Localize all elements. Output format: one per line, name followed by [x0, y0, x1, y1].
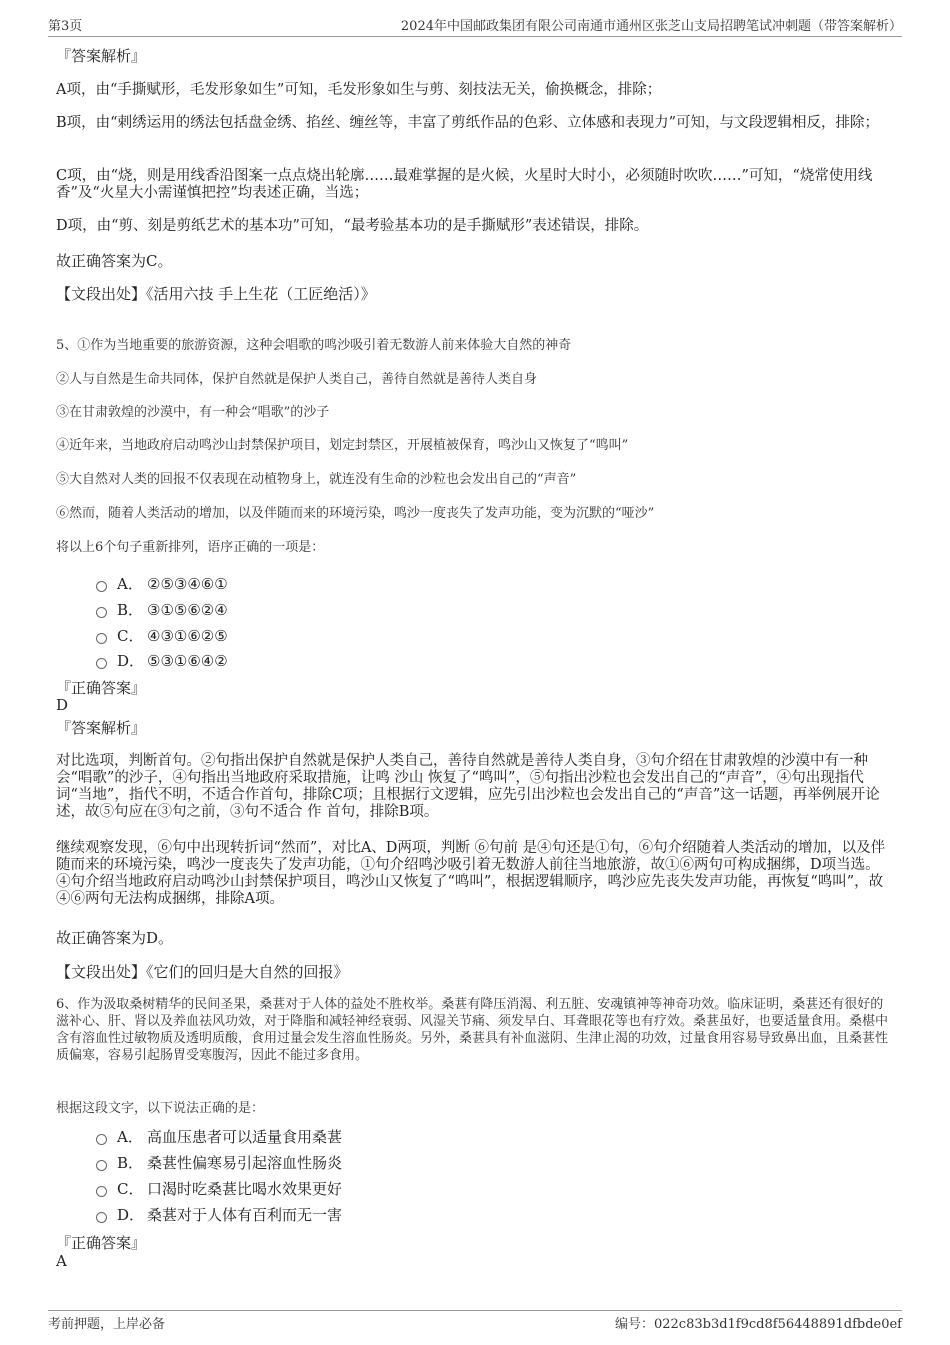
q5-option-b[interactable]: B． ③①⑤⑥②④: [96, 601, 228, 619]
q6-option-b[interactable]: B． 桑葚性偏寒易引起溶血性肠炎: [96, 1154, 342, 1172]
page-header: [48, 14, 902, 37]
q5-sentence-1: 5、①作为当地重要的旅游资源，这种会唱歌的鸣沙吸引着无数游人前来体验大自然的神奇: [56, 338, 572, 353]
q5-analysis-label: 『答案解析』: [56, 719, 147, 737]
q5-option-a[interactable]: A． ②⑤③④⑥①: [96, 575, 228, 593]
q5-option-c[interactable]: C． ④③①⑥②⑤: [96, 627, 228, 645]
q5-sentence-4: ④近年来，当地政府启动鸣沙山封禁保护项目，划定封禁区，开展植被保育，鸣沙山又恢复了“鸣叫”: [56, 438, 629, 453]
radio-icon[interactable]: [96, 581, 107, 592]
q5-conclusion: 故正确答案为D。: [56, 929, 174, 947]
document-title: 2024年中国邮政集团有限公司南通市通州区张芝山支局招聘笔试冲刺题（带答案解析）: [400, 19, 902, 34]
q5-analysis-para-1: 对比选项，判断首句。②句指出保护自然就是保护人类自己，善待自然就是善待人类自身，③句介绍在甘肃敦煌的沙漠中有一种会“唱歌”的沙子，④句指出当地政府采取措施，让鸣 沙山 恢复了“鸣叫”，⑤句指出沙粒也会发出自己的“声音”，④句出现指代词“当地”，指代不明，不适合作首句，排除C项；且根据行文逻辑，应先引出沙粒也会发出自己的“声音”这一话题，再举例展开论述，故⑤句应在③句之前，③句不适合 作 首句，排除B项。: [56, 753, 880, 820]
document-id: 编号：022c83b3d1f9cd8f56448891dfbde0ef: [614, 1316, 902, 1332]
radio-icon[interactable]: [96, 658, 107, 669]
q5-option-d[interactable]: D． ⑤③①⑥④②: [96, 652, 228, 670]
q5-sentence-2: ②人与自然是生命共同体，保护自然就是保护人类自己，善待自然就是善待人类自身: [56, 372, 538, 387]
q6-option-d[interactable]: D． 桑葚对于人体有百利而无一害: [96, 1206, 342, 1224]
footer-slogan: 考前押题，上岸必备: [48, 1316, 166, 1332]
q6-answer-label: 『正确答案』: [56, 1234, 147, 1252]
q5-analysis-para-2: 继续观察发现，⑥句中出现转折词“然而”，对比A、D两项，判断 ⑥句前 是④句还是①句，⑥句介绍随着人类活动的增加，以及伴随而来的环境污染，鸣沙一度丧失了发声功能，①句介绍鸣沙吸引着无数游人前往当地旅游，故①⑥两句可构成捆绑，D项当选。④句介绍当地政府启动鸣沙山封禁保护项目，鸣沙山又恢复了“鸣叫”，根据逻辑顺序，鸣沙应先丧失发声功能，再恢复“鸣叫”，故④⑥两句无法构成捆绑，排除A项。: [56, 840, 886, 907]
radio-icon[interactable]: [96, 1186, 107, 1197]
q4-source: 【文段出处】《活用六技 手上生花（工匠绝活）》: [56, 285, 376, 303]
radio-icon[interactable]: [96, 633, 107, 644]
q6-passage: 6、作为汲取桑树精华的民间圣果，桑葚对于人体的益处不胜枚举。桑葚有降压消渴、利五脏、安魂镇神等神奇功效。临床证明，桑葚还有很好的滋补心、肝、肾以及养血祛风功效，对于降脂和减轻神经衰弱、风湿关节痛、须发早白、耳聋眼花等也有疗效。桑葚虽好，也要适量食用。桑椹中含有溶血性过敏物质及透明质酸，食用过量会发生溶血性肠炎。另外，桑葚具有补血滋阴、生津止渴的功效，过量食用容易导致鼻出血，且桑葚性质偏寒，容易引起肠胃受寒腹泻，因此不能过多食用。: [56, 997, 889, 1063]
q4-analysis-b: B项，由“剌绣运用的绣法包括盘金绣、掐丝、缠丝等，丰富了剪纸作品的色彩、立体感和表现力”可知，与文段逻辑相反，排除；: [56, 115, 879, 131]
radio-icon[interactable]: [96, 1134, 107, 1145]
q6-option-a[interactable]: A． 高血压患者可以适量食用桑葚: [96, 1128, 342, 1146]
q5-answer-label: 『正确答案』: [56, 679, 147, 697]
q5-prompt: 将以上6个句子重新排列，语序正确的一项是：: [56, 540, 325, 555]
radio-icon[interactable]: [96, 607, 107, 618]
q4-analysis-c: C项，由“烧，则是用线香沿图案一点点烧出轮廓……最难掌握的是火候，火星时大时小，必须随时吹吹……”可知，“烧常使用线香”及“火星大小需谨慎把控”均表述正确，当选；: [56, 168, 873, 201]
radio-icon[interactable]: [96, 1212, 107, 1223]
radio-icon[interactable]: [96, 1160, 107, 1171]
q5-sentence-3: ③在甘肃敦煌的沙漠中，有一种会“唱歌”的沙子: [56, 405, 330, 420]
q5-sentence-5: ⑤大自然对人类的回报不仅表现在动植物身上，就连没有生命的沙粒也会发出自己的“声音”: [56, 472, 577, 487]
q6-option-c[interactable]: C． 口渴时吃桑葚比喝水效果更好: [96, 1180, 342, 1198]
q4-conclusion: 故正确答案为C。: [56, 252, 173, 270]
q5-source: 【文段出处】《它们的回归是大自然的回报》: [56, 963, 349, 981]
page-number: 第3页: [48, 19, 83, 34]
q5-sentence-6: ⑥然而，随着人类活动的增加，以及伴随而来的环境污染，鸣沙一度丧失了发声功能，变为沉默的“哑沙”: [56, 506, 655, 521]
q6-answer: A: [56, 1252, 67, 1270]
q4-analysis-d: D项，由“剪、刻是剪纸艺术的基本功”可知，“最考验基本功的是手撕赋形”表述错误，排除。: [56, 218, 649, 234]
q4-analysis-a: A项，由“手撕赋形，毛发形象如生”可知，毛发形象如生与剪、刻技法无关，偷换概念，排除；: [56, 82, 662, 98]
page-footer: [48, 1310, 902, 1333]
q6-prompt: 根据这段文字，以下说法正确的是：: [56, 1101, 265, 1116]
q4-analysis-label: 『答案解析』: [56, 47, 147, 65]
q5-answer: D: [56, 696, 69, 714]
